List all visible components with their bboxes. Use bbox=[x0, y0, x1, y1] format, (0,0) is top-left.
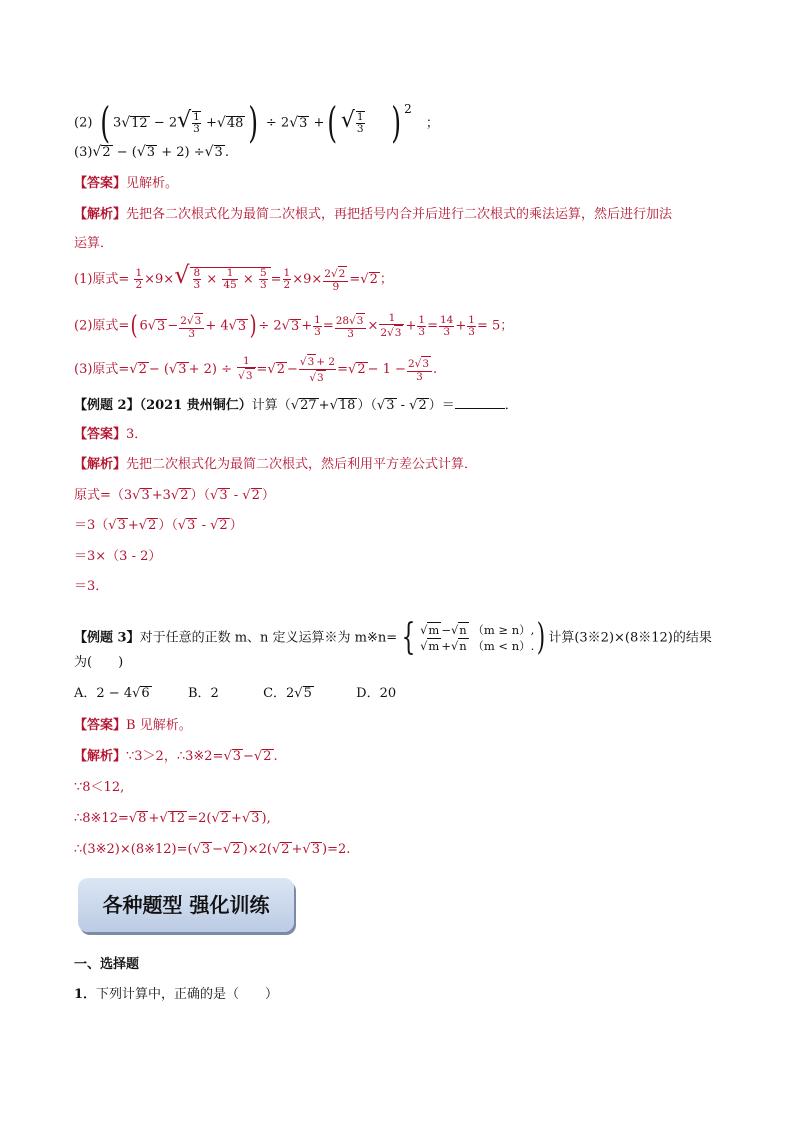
question-1: 1．下列计算中，正确的是（ ） bbox=[74, 987, 279, 1002]
answer-3: 【答案】B 见解析。 bbox=[74, 718, 192, 733]
step-3-3: ∴(3※2)×(8※12)=(√3 −√2 )×2(√2 +√3 )=2. bbox=[74, 842, 351, 857]
example-3: 【例题 3】对于任意的正数 m、n 定义运算※为 m※n= { √m −√n （m ≥ n）, √m +√n （m < n）. ) 计算(3※2)×(8※12)的结果 bbox=[74, 617, 712, 658]
solution-2: (2)原式=( 6√3 − $\frac{2√3}{3}$ + 4√3 ) ÷ 2√3 + $\frac{1}{3}$ = $\frac{28√3}{3}$ × $\frac{1}{2√3}$ + $\frac{1}{3}$ = $\frac{14}{3}$ + $\frac{1}{3}$ = 5； bbox=[74, 311, 514, 341]
problem-2: (2) ( 3√12 − 2√ $\frac{1}{3}$ +√48 ) ÷ 2√3 +( √ $\frac{1}{3}$ ) $^2$ ； bbox=[74, 98, 439, 147]
step-2-1: 原式=（3√3 +3√2 ）（√3 - √2 ） bbox=[74, 488, 275, 503]
option-b[interactable]: B．2 bbox=[187, 686, 219, 701]
analysis-3: 【解析】∵3＞2，∴3※2=√3 −√2 . bbox=[74, 749, 278, 764]
problem-3: (3)√2 − (√3 + 2) ÷√3 . bbox=[74, 144, 229, 160]
option-d[interactable]: D．20 bbox=[356, 686, 397, 701]
option-a[interactable]: A．2 − 4√6 bbox=[74, 686, 150, 701]
step-3-2: ∴8※12=√8 +√12 =2(√2 +√3 ), bbox=[74, 811, 271, 826]
step-2-4: ＝3． bbox=[74, 579, 109, 594]
banner-title: 各种题型 强化训练 bbox=[102, 893, 270, 917]
options bbox=[74, 686, 396, 702]
section-banner bbox=[78, 878, 294, 932]
example-3-cont: 为( ) bbox=[74, 655, 124, 670]
analysis-1-cont: 运算． bbox=[74, 236, 114, 251]
step-3-1: ∵8＜12, bbox=[74, 780, 125, 795]
solution-3: (3)原式=√2 − (√3 + 2) ÷ $\frac{1}{√3}$ =√2 − $\frac{√3 + 2}{√3}$ =√2 − 1 − $\frac{2√3}{3}$ . bbox=[74, 355, 438, 384]
answer-1: 【答案】见解析。 bbox=[74, 176, 179, 191]
analysis-2: 【解析】先把二次根式化为最简二次根式，然后利用平方差公式计算． bbox=[74, 457, 478, 472]
step-2-2: ＝3（√3 +√2 ）（√3 - √2 ） bbox=[74, 518, 243, 533]
option-c[interactable]: C．2√5 bbox=[263, 686, 312, 701]
example-2: 【例题 2】（2021 贵州铜仁）计算（√27 +√18 ）（√3 - √2 ）＝ ． bbox=[74, 398, 518, 413]
solution-1: (1)原式= $\frac{1}{2}$ ×9×√ $\frac{8}{3}$ × $\frac{1}{45}$ × $\frac{5}{3}$ = $\frac{1}{2}$ ×9× $\frac{2√2}{9}$ =√2 ； bbox=[74, 261, 393, 293]
step-2-3: ＝3×（3 - 2） bbox=[74, 549, 162, 564]
section-title: 一、选择题 bbox=[74, 957, 140, 972]
answer-blank bbox=[455, 396, 505, 409]
analysis-1: 【解析】先把各二次根式化为最简二次根式，再把括号内合并后进行二次根式的乘法运算，然后进行加法 bbox=[74, 207, 673, 222]
answer-2: 【答案】3． bbox=[74, 427, 148, 442]
